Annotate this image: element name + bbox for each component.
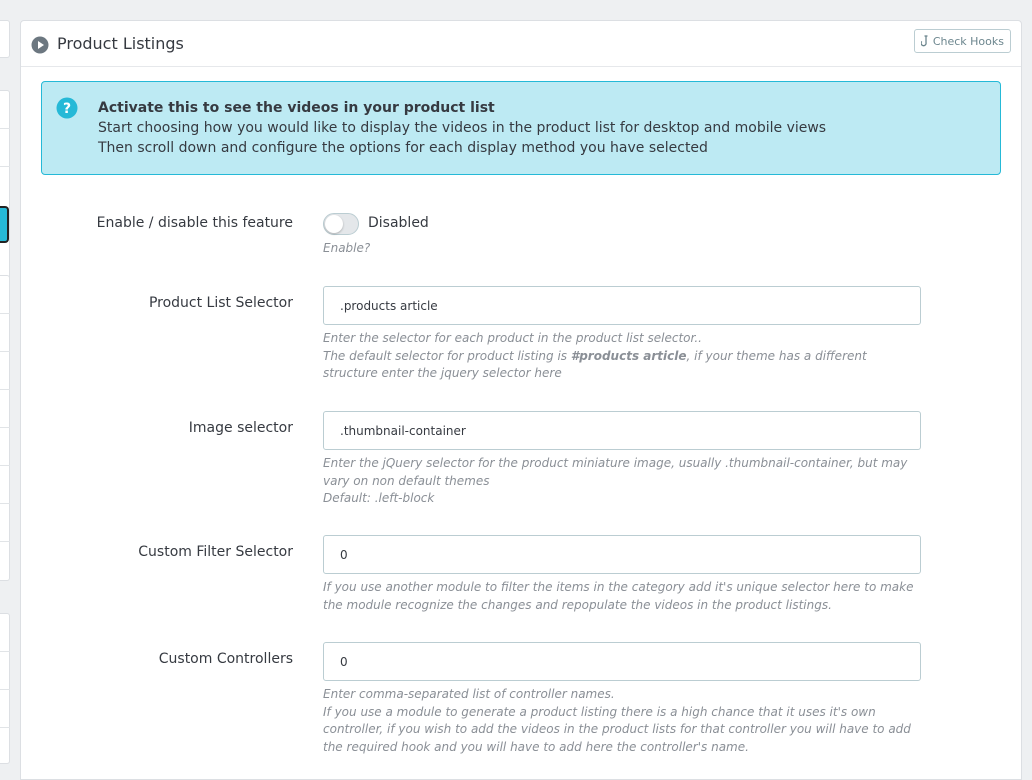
side-menu [0, 0, 10, 764]
custom-filter-selector-help: If you use another module to filter the items in the category add it's unique selector here to make the module recognize the changes and repopulate the videos in the product listings. [323, 580, 914, 612]
help-line: Enter comma-separated list of controller names. [323, 687, 615, 701]
side-menu-item[interactable] [0, 20, 10, 58]
help-line: Enter the selector for each product in the product list selector.. [323, 331, 702, 345]
switch-knob [325, 215, 343, 233]
side-menu-group [0, 275, 10, 581]
help-line: Enter the jQuery selector for the product miniature image, usually .thumbnail-container, but may vary on non default themes [323, 456, 908, 488]
panel-heading [21, 21, 1021, 67]
custom-controllers-input[interactable] [323, 642, 921, 681]
product-list-selector-label: Product List Selector [148, 295, 293, 311]
help-line: If you use a module to generate a product listing there is a high chance that it uses it's own controller, if you wish to add the videos in the product lists for that controller you will have to add the required hook and you will have to add here the controller's name. [323, 704, 911, 754]
custom-filter-selector-input[interactable] [323, 535, 921, 574]
alert-line: Start choosing how you would like to display the videos in the product list for desktop and mobile views [98, 120, 827, 136]
image-selector-label: Image selector [188, 420, 293, 436]
svg-text:?: ? [62, 101, 72, 117]
product-list-selector-input[interactable] [323, 286, 921, 325]
info-alert [41, 81, 1001, 175]
panel-title: Product Listings [57, 34, 184, 53]
help-line: Default: .left-block [323, 491, 435, 505]
play-circle-icon [31, 36, 49, 54]
custom-controllers-help [323, 686, 923, 756]
help-text: , if your theme has a different structure enter the jquery selector here [323, 348, 867, 380]
enable-help: Enable? [323, 241, 371, 255]
image-selector-help [323, 455, 923, 508]
enable-feature-switch[interactable] [323, 213, 359, 235]
check-hooks-label: Check Hooks [932, 34, 1004, 48]
alert-title: Activate this to see the videos in your product list [98, 100, 495, 116]
question-circle-icon [56, 97, 78, 119]
side-menu-item-active[interactable] [0, 206, 9, 243]
custom-filter-selector-label: Custom Filter Selector [138, 544, 293, 560]
hook-icon [921, 35, 930, 47]
product-list-selector-help [323, 330, 923, 383]
help-line [323, 348, 923, 383]
custom-controllers-label: Custom Controllers [158, 651, 293, 667]
alert-line: Then scroll down and configure the options for each display method you have selected [98, 140, 708, 156]
check-hooks-button[interactable] [914, 29, 1011, 53]
side-menu-group [0, 90, 10, 280]
enable-state-label: Disabled [368, 215, 429, 231]
help-strong: #products article [570, 348, 687, 363]
product-listings-panel [20, 20, 1022, 780]
enable-feature-label: Enable / disable this feature [96, 215, 293, 231]
image-selector-input[interactable] [323, 411, 921, 450]
help-text: The default selector for product listing is [323, 348, 571, 363]
